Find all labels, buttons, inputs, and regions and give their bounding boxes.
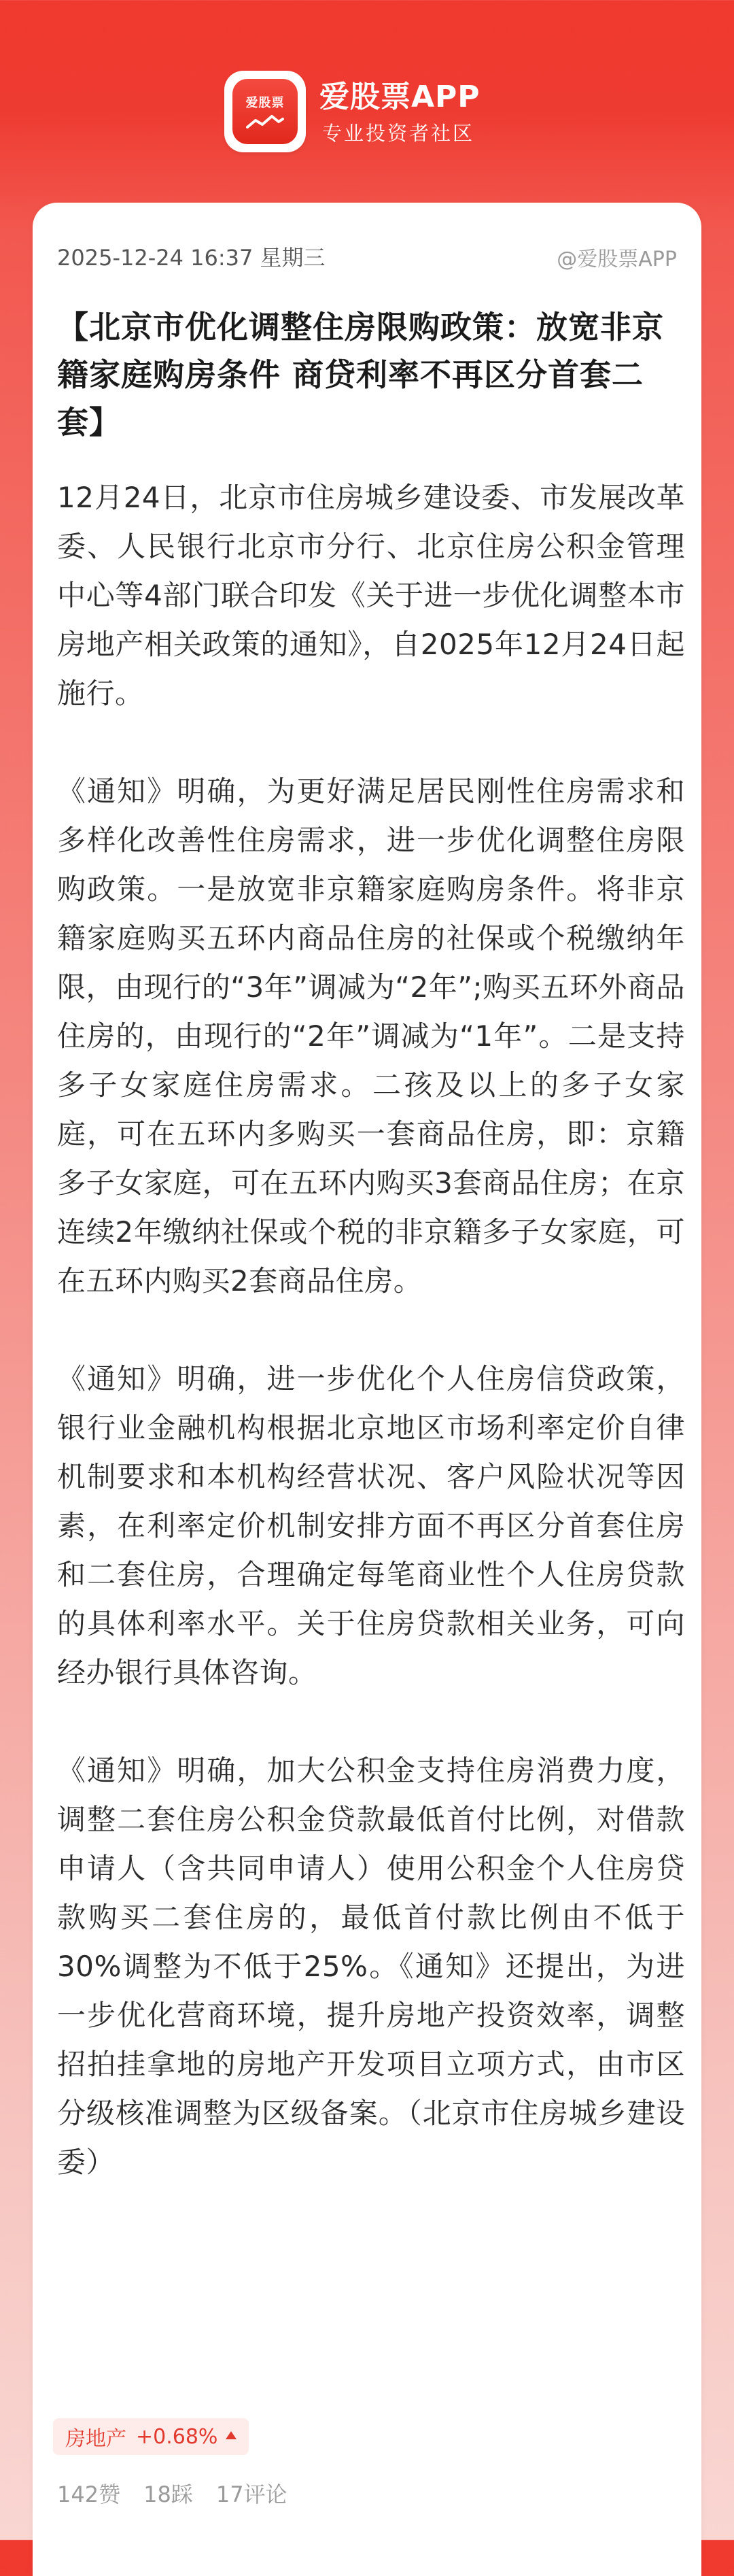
post-source[interactable]: @爱股票APP <box>557 248 677 271</box>
app-logo <box>224 71 306 152</box>
post-stats <box>57 2477 311 2510</box>
app-name: 爱股票APP <box>319 80 480 114</box>
paragraph: 《通知》明确，为更好满足居民刚性住房需求和多样化改善性住房需求，进一步优化调整住房限购政策。一是放宽非京籍家庭购房条件。将非京籍家庭购买五环内商品住房的社保或个税缴纳年限，由现行的“3年”调减为“2年”;购买五环外商品住房的，由现行的“2年”调减为“1年”。二是支持多子女家庭住房需求。二孩及以上的多子女家庭，可在五环内多购买一套商品住房，即：京籍多子女家庭，可在五环内购买3套商品住房；在京连续2年缴纳社保或个税的非京籍多子女家庭，可在五环内购买2套商品住房。 <box>57 775 685 1298</box>
paragraph: 《通知》明确，加大公积金支持住房消费力度，调整二套住房公积金贷款最低首付比例，对借款申请人（含共同申请人）使用公积金个人住房贷款购买二套住房的，最低首付款比例由不低于30%调整为不低于25%。《通知》还提出，为进一步优化营商环境，提升房地产投资效率，调整招拍挂拿地的房地产开发项目立项方式，由市区分级核准调整为区级备案。（北京市住房城乡建设委） <box>57 1754 685 2179</box>
dislike-count[interactable]: 18踩 <box>143 2481 193 2507</box>
post-card <box>33 203 701 2576</box>
sector-tag-change: +0.68% <box>136 2424 218 2449</box>
chart-trend-icon <box>246 114 284 130</box>
sector-tag-name: 房地产 <box>65 2427 126 2451</box>
paragraph: 《通知》明确，进一步优化个人住房信贷政策，银行业金融机构根据北京地区市场利率定价自律机制要求和本机构经营状况、客户风险状况等因素，在利率定价机制安排方面不再区分首套住房和二套住房，合理确定每笔商业性个人住房贷款的具体利率水平。关于住房贷款相关业务，可向经办银行具体咨询。 <box>57 1362 685 1689</box>
logo-text: 爱股票 <box>245 96 285 110</box>
comment-count[interactable]: 17评论 <box>215 2481 287 2507</box>
paragraph: 12月24日，北京市住房城乡建设委、市发展改革委、人民银行北京市分行、北京住房公积金管理中心等4部门联合印发《关于进一步优化调整本市房地产相关政策的通知》，自2025年12月24日起施行。 <box>57 481 685 710</box>
app-tagline: 专业投资者社区 <box>322 122 475 145</box>
post-datetime: 2025-12-24 16:37 星期三 <box>57 245 326 271</box>
triangle-up-icon <box>226 2431 237 2439</box>
sector-tag[interactable] <box>53 2418 249 2455</box>
post-body <box>57 473 685 2187</box>
like-count[interactable]: 142赞 <box>57 2481 121 2507</box>
post-meta <box>57 241 677 271</box>
logo-badge <box>232 79 298 144</box>
post-title: 【北京市优化调整住房限购政策：放宽非京籍家庭购房条件 商贷利率不再区分首套二套】 <box>57 309 664 441</box>
app-brand-header <box>0 68 734 163</box>
